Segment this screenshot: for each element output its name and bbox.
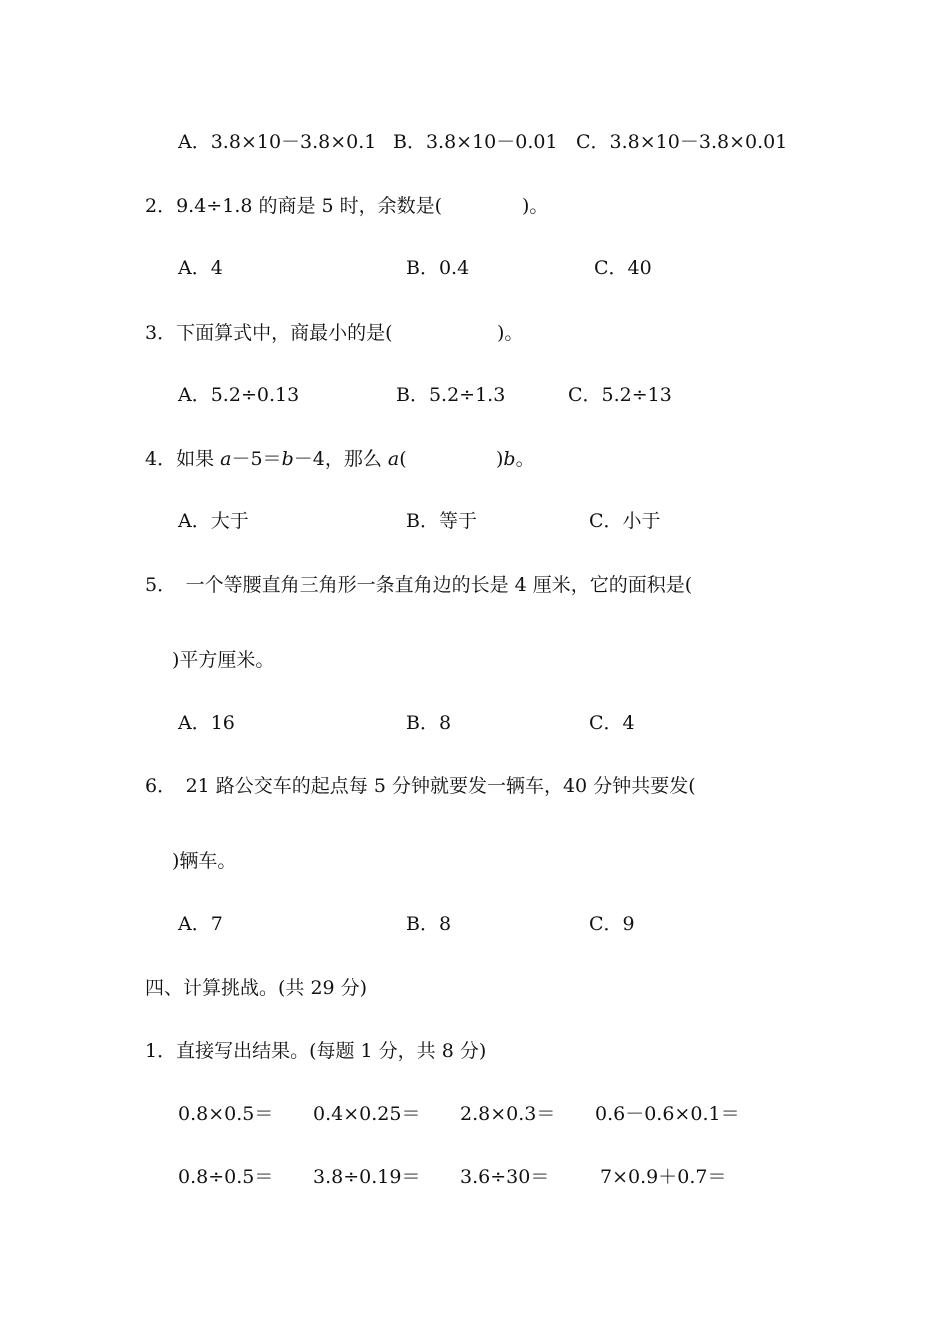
q3-option-a: A．5.2÷0.13 bbox=[178, 384, 300, 406]
q4-stem-tail bbox=[496, 446, 535, 472]
q4-option-c: C．小于 bbox=[589, 510, 661, 532]
calc-item-3: 2.8×0.3＝ bbox=[460, 1103, 556, 1125]
q4-end: 。 bbox=[515, 448, 535, 470]
q3-stem: 3．下面算式中，商最小的是( bbox=[145, 322, 393, 344]
q2-option-c: C．40 bbox=[594, 257, 652, 279]
q1-option-a: A．3.8×10－3.8×0.1 bbox=[178, 131, 377, 153]
section4-title: 四、计算挑战。(共 29 分) bbox=[145, 977, 368, 999]
q4-prefix: 4．如果 bbox=[145, 448, 221, 470]
calc-item-8: 7×0.9＋0.7＝ bbox=[600, 1166, 727, 1188]
calc-item-2: 0.4×0.25＝ bbox=[313, 1103, 421, 1125]
q4-var-b2: b bbox=[503, 448, 516, 470]
calc-item-6: 3.8÷0.19＝ bbox=[313, 1166, 421, 1188]
q4-option-a: A．大于 bbox=[178, 510, 249, 532]
calc-item-4: 0.6－0.6×0.1＝ bbox=[595, 1103, 740, 1125]
q4-var-b: b bbox=[281, 448, 294, 470]
q4-mid2: －4，那么 bbox=[293, 448, 388, 470]
calc-item-1: 0.8×0.5＝ bbox=[178, 1103, 274, 1125]
q4-mid1: －5＝ bbox=[231, 448, 282, 470]
q4-stem bbox=[145, 446, 407, 472]
q2-option-b: B．0.4 bbox=[406, 257, 470, 279]
q4-open: ( bbox=[399, 448, 407, 470]
q4-var-a2: a bbox=[387, 448, 400, 470]
section4-sub1: 1．直接写出结果。(每题 1 分，共 8 分) bbox=[145, 1040, 487, 1062]
q1-option-c: C．3.8×10－3.8×0.01 bbox=[576, 131, 788, 153]
q5-stem-line1: 5． 一个等腰直角三角形一条直角边的长是 4 厘米，它的面积是( bbox=[145, 574, 693, 596]
q5-stem-line2: )平方厘米。 bbox=[172, 649, 275, 671]
calc-item-7: 3.6÷30＝ bbox=[460, 1166, 550, 1188]
q3-stem-close: )。 bbox=[497, 322, 524, 344]
q2-stem: 2．9.4÷1.8 的商是 5 时，余数是( bbox=[145, 195, 443, 217]
q6-stem-line1: 6． 21 路公交车的起点每 5 分钟就要发一辆车，40 分钟共要发( bbox=[145, 775, 696, 797]
q4-option-b: B．等于 bbox=[406, 510, 477, 532]
q4-var-a: a bbox=[220, 448, 232, 470]
q2-option-a: A．4 bbox=[178, 257, 223, 279]
q4-close: ) bbox=[496, 448, 504, 470]
q2-stem-close: )。 bbox=[522, 195, 549, 217]
q3-option-b: B．5.2÷1.3 bbox=[396, 384, 506, 406]
q5-option-b: B．8 bbox=[406, 712, 452, 734]
q5-option-a: A．16 bbox=[178, 712, 235, 734]
q3-option-c: C．5.2÷13 bbox=[568, 384, 672, 406]
q6-option-c: C．9 bbox=[589, 913, 635, 935]
q6-stem-line2: )辆车。 bbox=[172, 850, 237, 872]
q6-option-b: B．8 bbox=[406, 913, 452, 935]
q6-option-a: A．7 bbox=[178, 913, 223, 935]
calc-item-5: 0.8÷0.5＝ bbox=[178, 1166, 274, 1188]
q5-option-c: C．4 bbox=[589, 712, 635, 734]
q1-option-b: B．3.8×10－0.01 bbox=[393, 131, 558, 153]
